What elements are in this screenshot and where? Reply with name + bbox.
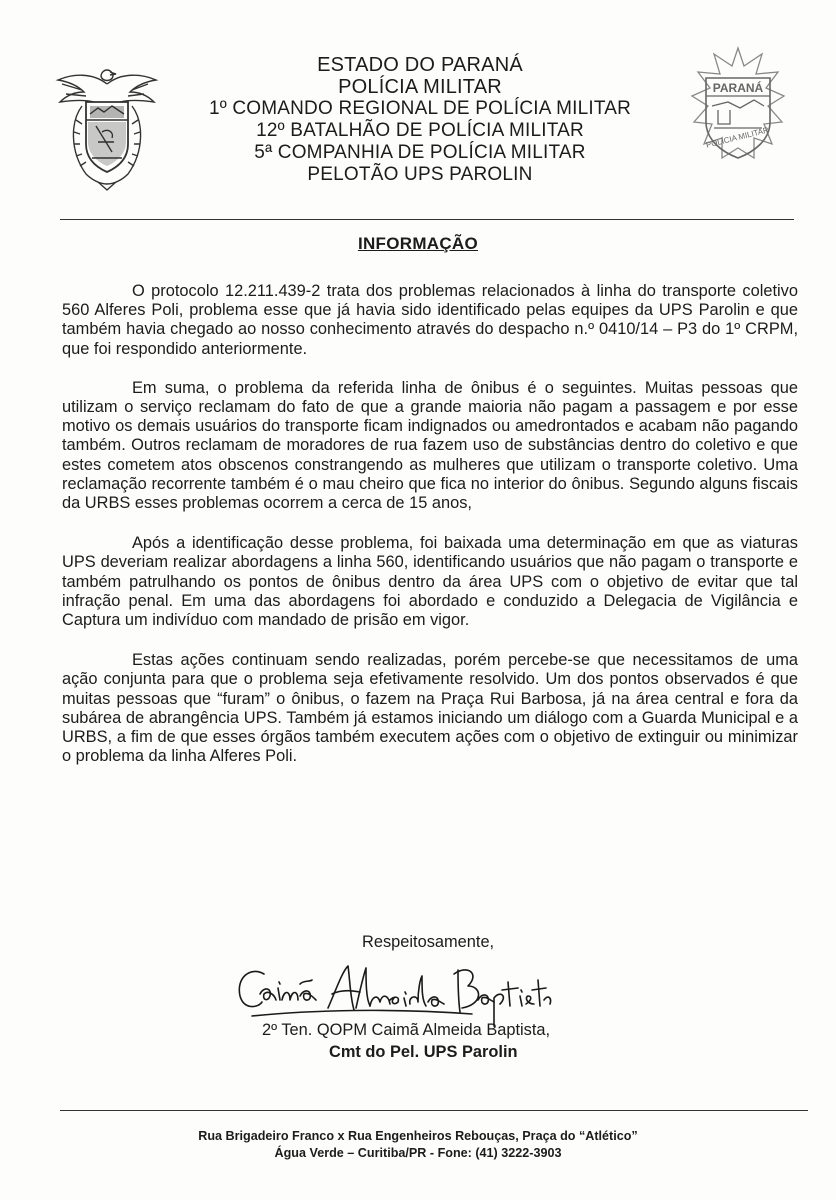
paragraph-4: Estas ações continuam sendo realizadas, porém percebe-se que necessitamos de uma ação conjunta para que o problema seja efetivamente resolvido. Um dos pontos observados é que muitas pessoas que “furam” o ônibus, o fazem na Praça Rui Barbosa, já na área central e fora da subárea de abrangência UPS. Também já estamos iniciando um diálogo com a Guarda Municipal e a URBS, a fim de que esses órgãos também executem ações com o objetivo de extinguir ou minimizar o problema da linha Alferes Poli. bbox=[62, 651, 798, 766]
police-name: POLÍCIA MILITAR bbox=[338, 76, 502, 98]
seal-bottom-text: POLÍCIA MILITAR bbox=[705, 125, 770, 150]
regional-command: 1º COMANDO REGIONAL DE POLÍCIA MILITAR bbox=[208, 98, 632, 119]
state-coat-of-arms-icon bbox=[52, 62, 162, 194]
seal-top-text: PARANÁ bbox=[712, 81, 764, 95]
police-badge-icon bbox=[688, 44, 788, 174]
address-line-2: Água Verde – Curitiba/PR - Fone: (41) 3222-3903 bbox=[274, 1146, 562, 1160]
company: 5ª COMPANHIA DE POLÍCIA MILITAR bbox=[254, 142, 586, 163]
paragraph-3: Após a identificação desse problema, foi baixada uma determinação em que as viaturas UPS deveriam realizar abordagens a linha 560, identificando usuários que não pagam o transporte e também patrulhando os pontos de ônibus dentro da área UPS com o objetivo de evitar que tal infração penal. Em uma das abordagens foi abordado e conduzido a Delegacia de Vigilância e Captura um indivíduo com mandado de prisão em vigor. bbox=[62, 534, 798, 630]
paragraph-2: Em suma, o problema da referida linha de ônibus é o seguintes. Muitas pessoas que utilizam o serviço reclamam do fato de que a grande maioria não pagam a passagem e por esse motivo os demais usuários do transporte ficam indignados ou amedrontados e acabam não pagando também. Outros reclamam de moradores de rua fazem uso de substâncias dentro do coletivo e que estes cometem atos obscenos constrangendo as mulheres que utilizam o transporte coletivo. Uma reclamação recorrente também é o mau cheiro que fica no interior do ônibus. Segundo alguns fiscais da URBS esses problemas ocorrem a cerca de 15 anos, bbox=[62, 378, 798, 513]
letterhead bbox=[180, 54, 660, 186]
signer-name: 2º Ten. QOPM Caimã Almeida Baptista, bbox=[262, 1021, 551, 1039]
state-name: ESTADO DO PARANÁ bbox=[317, 54, 523, 76]
paragraph-1: O protocolo 12.211.439-2 trata dos problemas relacionados à linha do transporte coletivo 560 Alferes Poli, problema esse que já havia sido identificado pelas equipes da UPS Parolin e que também havia chegado ao nosso conhecimento através do despacho n.º 0410/14 – P3 do 1º CRPM, que foi respondido anteriormente. bbox=[62, 282, 798, 358]
closing-salutation: Respeitosamente, bbox=[362, 933, 495, 951]
platoon: PELOTÃO UPS PAROLIN bbox=[307, 164, 533, 185]
document-body bbox=[62, 282, 798, 786]
footer-divider bbox=[60, 1110, 808, 1111]
address-line-1: Rua Brigadeiro Franco x Rua Engenheiros Rebouças, Praça do “Atlético” bbox=[198, 1129, 638, 1143]
header-divider bbox=[60, 219, 794, 220]
battalion: 12º BATALHÃO DE POLÍCIA MILITAR bbox=[256, 120, 584, 141]
document-title: INFORMAÇÃO bbox=[357, 234, 479, 253]
footer-address bbox=[0, 1128, 836, 1162]
signer-role: Cmt do Pel. UPS Parolin bbox=[329, 1043, 518, 1061]
handwritten-signature bbox=[232, 960, 552, 1030]
